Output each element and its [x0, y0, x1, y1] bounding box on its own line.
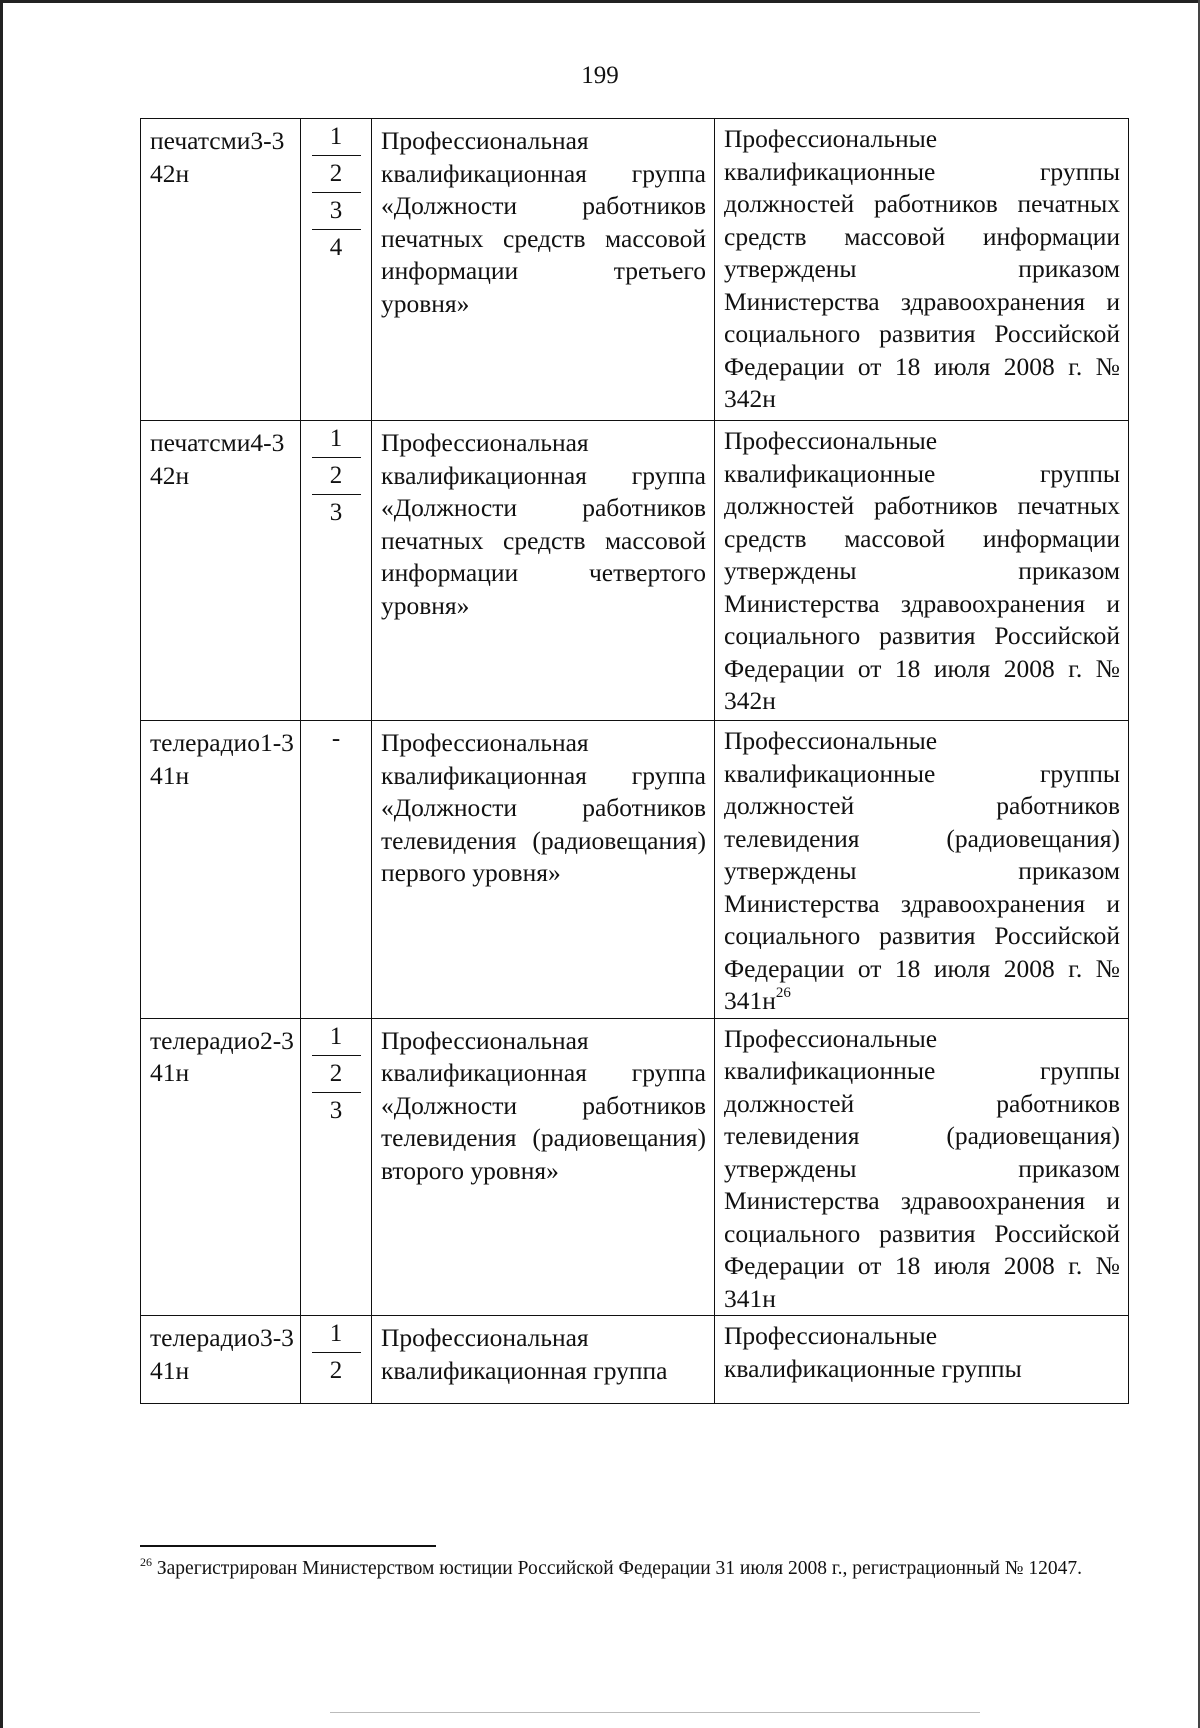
- legal-basis-text: [715, 421, 1128, 718]
- qualification-levels: [301, 119, 371, 266]
- table-row: [141, 421, 1129, 721]
- legal-basis-text: [715, 1316, 1128, 1385]
- legal-basis-cell: [715, 119, 1129, 421]
- qualification-levels-cell: [301, 721, 372, 1019]
- qualification-level: 3: [312, 193, 361, 230]
- qualification-level: 1: [312, 1019, 361, 1056]
- group-name-cell: [372, 721, 715, 1019]
- legal-basis-cell: [715, 1018, 1129, 1316]
- group-code: телерадио1-341н: [150, 728, 294, 790]
- legal-basis-cell: [715, 721, 1129, 1019]
- legal-basis-cell: [715, 1316, 1129, 1404]
- footnote-marker: 26: [140, 1555, 152, 1569]
- legal-basis: Профессиональные квалификационные группы должностей работников печатных средств массовой информации утверждены приказом Министерства здравоохранения и социального развития Российской Федерации от 18 июля 2008 г. № 342н: [724, 124, 1120, 413]
- qualification-levels: [301, 1316, 371, 1389]
- footnote-text: Зарегистрирован Министерством юстиции Российской Федерации 31 июля 2008 г., регистрационный № 12047.: [156, 1558, 1082, 1579]
- group-code: телерадио2-341н: [150, 1025, 294, 1087]
- qualification-levels: [301, 721, 371, 757]
- qualification-level: 2: [312, 156, 361, 193]
- group-name: Профессиональная квалификационная группа: [381, 1323, 668, 1385]
- qualification-levels-cell: [301, 1316, 372, 1404]
- qualification-level: 1: [312, 119, 361, 156]
- legal-basis-text: [715, 721, 1128, 1018]
- scan-bottom-line: [330, 1712, 980, 1713]
- legal-basis: Профессиональные квалификационные группы должностей работников телевидения (радиовещания) утверждены приказом Министерства здравоохранения и социального развития Российской Федерации от 18 июля 2008 г. № 341н: [724, 726, 1120, 1015]
- group-code: печатсми3-342н: [150, 126, 285, 188]
- footnote-separator: [140, 1545, 436, 1547]
- qualification-levels-cell: [301, 119, 372, 421]
- group-name-cell: [372, 1018, 715, 1316]
- group-name: Профессиональная квалификационная группа «Должности работников телевидения (радиовещания) второго уровня»: [381, 1025, 706, 1185]
- qualification-level: 1: [312, 1316, 361, 1353]
- qualification-level: 2: [312, 458, 361, 495]
- footnote-reference[interactable]: 26: [775, 985, 791, 1001]
- group-code-cell: [141, 1018, 301, 1316]
- qualification-level: 3: [329, 1096, 343, 1124]
- group-code: печатсми4-342н: [150, 428, 285, 490]
- legal-basis: Профессиональные квалификационные группы: [724, 1321, 1022, 1383]
- group-name: Профессиональная квалификационная группа «Должности работников печатных средств массовой информации четвертого уровня»: [381, 428, 706, 620]
- group-code: телерадио3-341н: [150, 1323, 294, 1385]
- group-code-cell: [141, 119, 301, 421]
- group-name-cell: [372, 421, 715, 721]
- legal-basis: Профессиональные квалификационные группы должностей работников телевидения (радиовещания) утверждены приказом Министерства здравоохранения и социального развития Российской Федерации от 18 июля 2008 г. № 341н: [724, 1023, 1120, 1313]
- legal-basis-text: [715, 119, 1128, 416]
- legal-basis: Профессиональные квалификационные группы должностей работников печатных средств массовой информации утверждены приказом Министерства здравоохранения и социального развития Российской Федерации от 18 июля 2008 г. № 342н: [724, 426, 1120, 715]
- page-number: 199: [581, 62, 619, 89]
- footnote: [140, 1555, 1130, 1582]
- qualification-level: 1: [312, 421, 361, 458]
- qualification-levels: [301, 1019, 371, 1129]
- group-name: Профессиональная квалификационная группа «Должности работников телевидения (радиовещания) первого уровня»: [381, 728, 706, 887]
- group-code-cell: [141, 1316, 301, 1404]
- legal-basis-text: [715, 1019, 1128, 1316]
- qualification-level: 3: [329, 499, 343, 526]
- qualification-levels-cell: [301, 421, 372, 721]
- qualification-levels: [301, 421, 371, 531]
- qualification-level: -: [331, 725, 341, 752]
- table-row: [141, 1316, 1129, 1404]
- table-row: [141, 1018, 1129, 1316]
- qualification-level: 2: [329, 1357, 343, 1384]
- group-code-cell: [141, 421, 301, 721]
- group-name-cell: [372, 119, 715, 421]
- table-row: [141, 721, 1129, 1019]
- qualification-levels-cell: [301, 1018, 372, 1316]
- page-edge-top: [0, 0, 1200, 3]
- table-row: [141, 119, 1129, 421]
- qualification-groups-table: [140, 118, 1129, 1404]
- qualification-level: 4: [329, 234, 343, 261]
- group-name: Профессиональная квалификационная группа «Должности работников печатных средств массовой информации третьего уровня»: [381, 126, 706, 318]
- page-edge-left: [0, 0, 3, 1728]
- qualification-level: 2: [312, 1056, 361, 1093]
- group-code-cell: [141, 721, 301, 1019]
- group-name-cell: [372, 1316, 715, 1404]
- legal-basis-cell: [715, 421, 1129, 721]
